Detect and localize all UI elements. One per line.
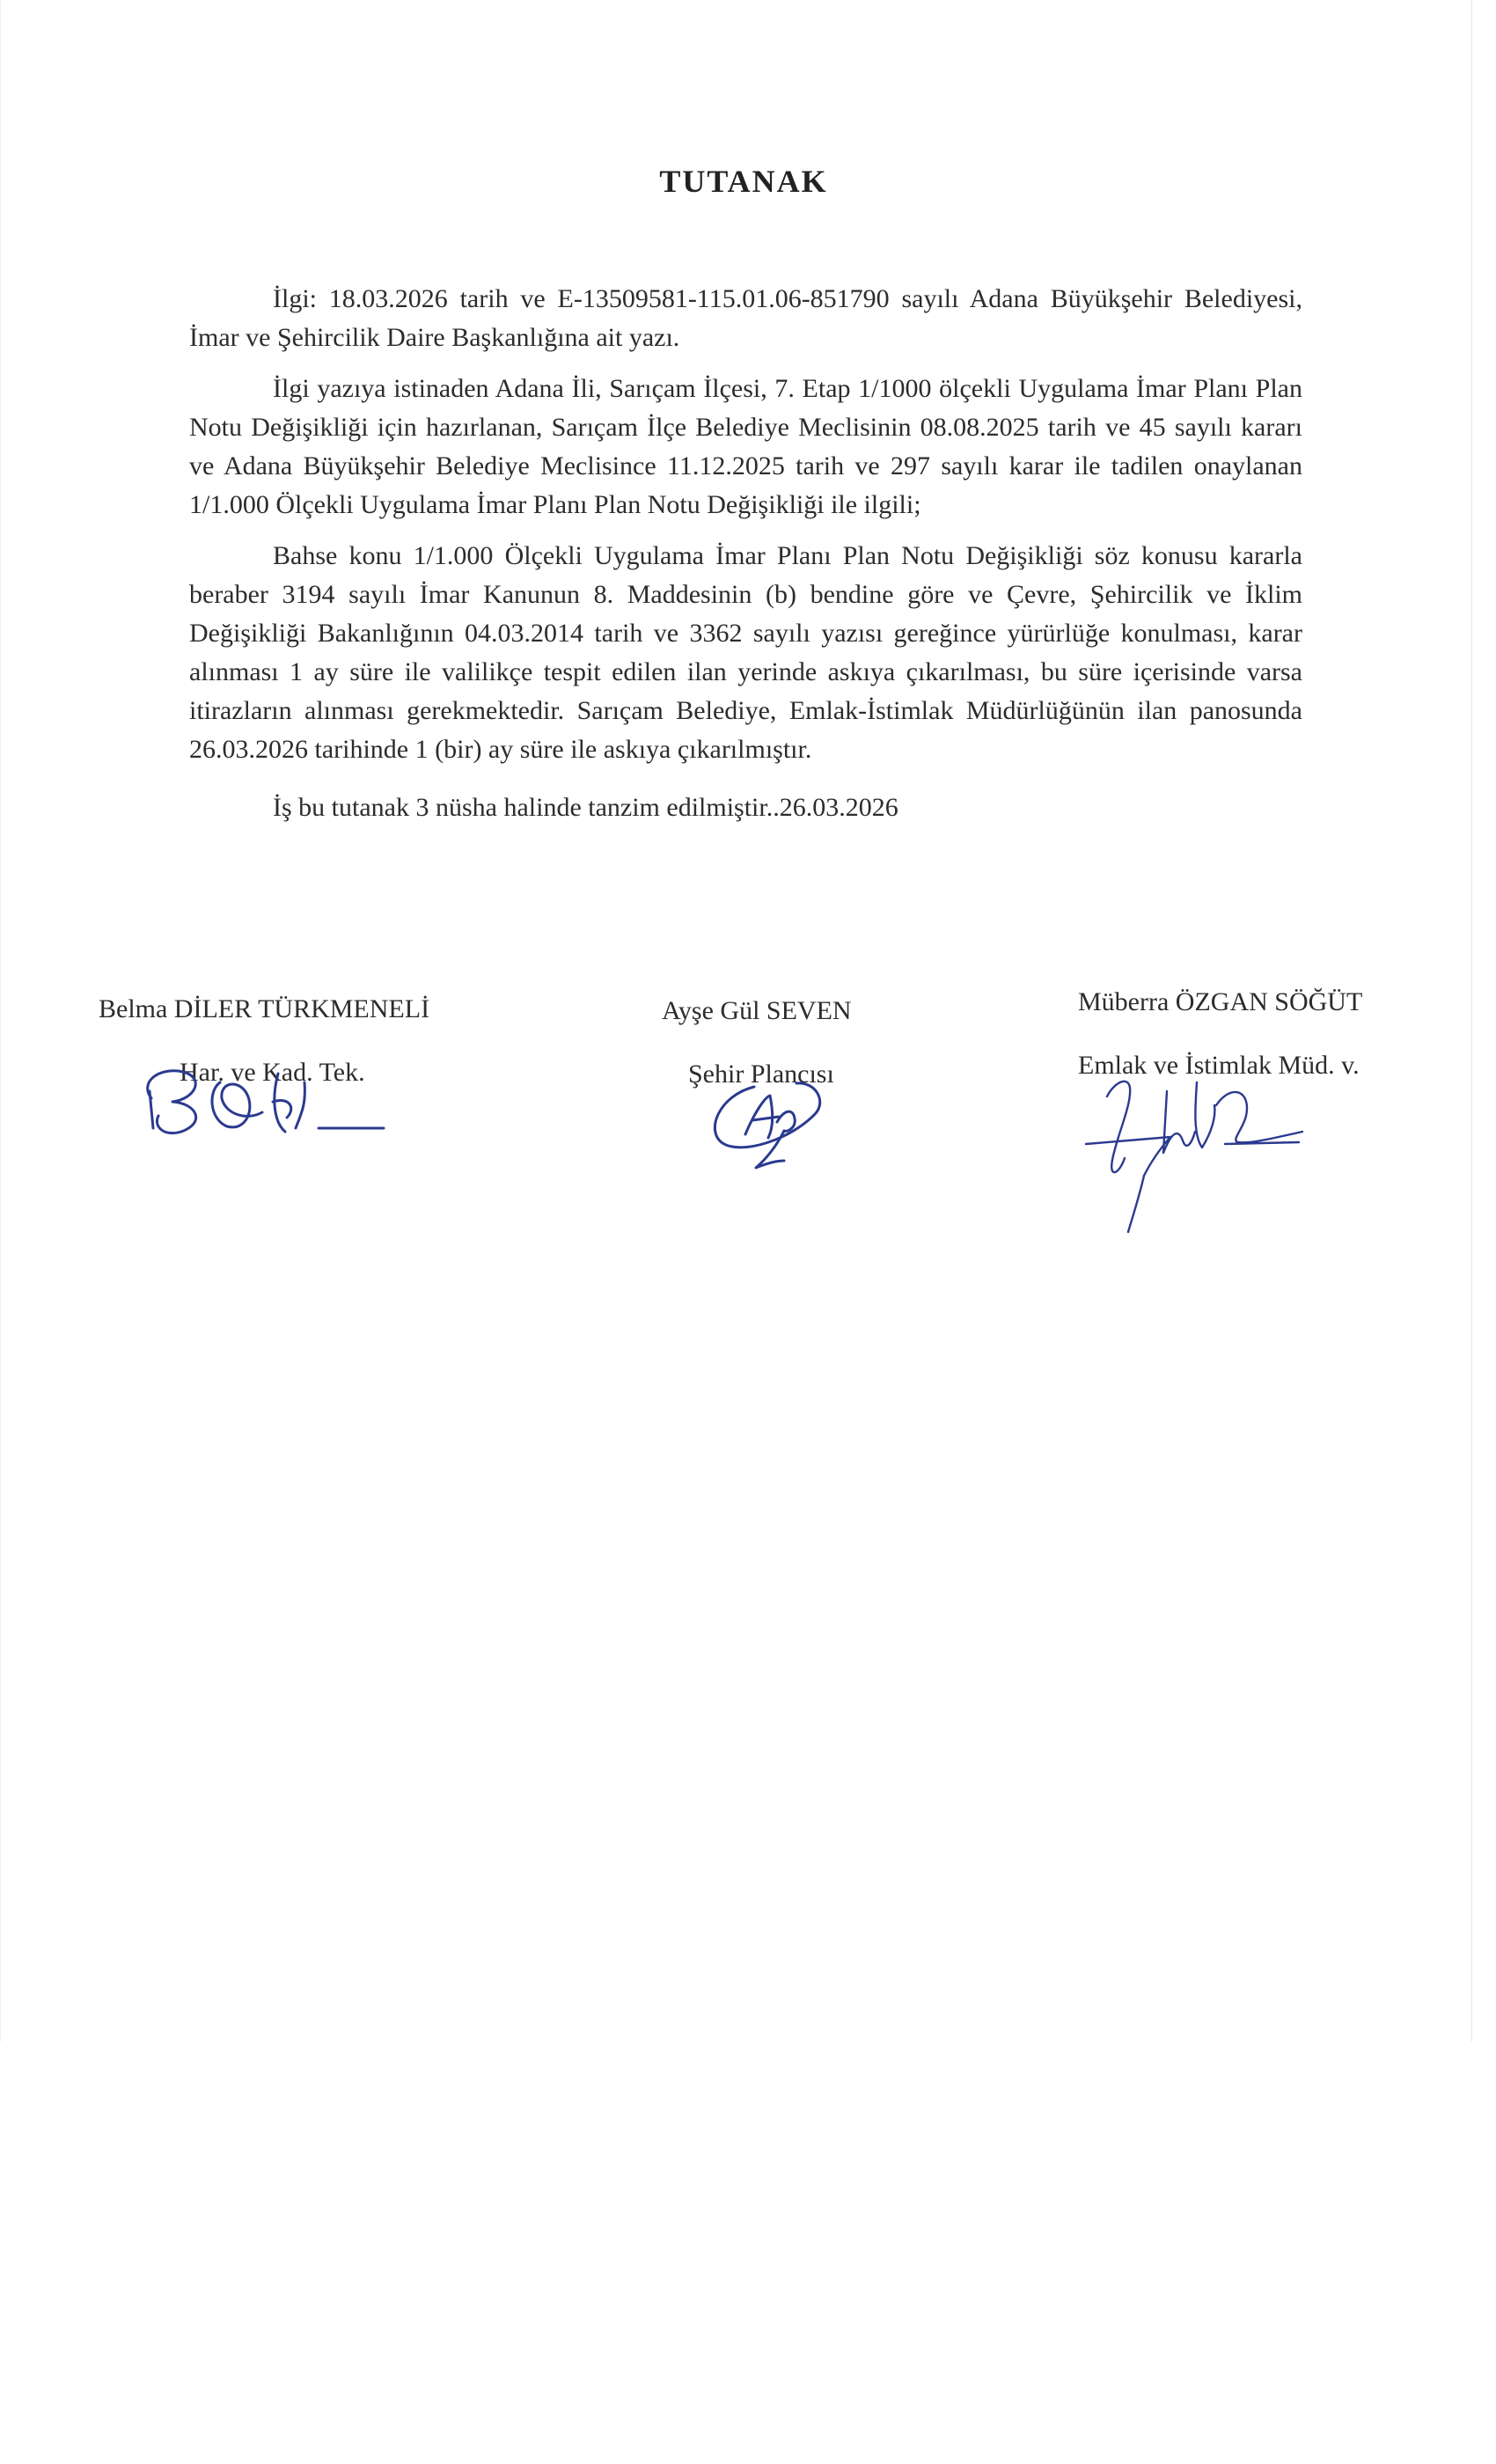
page-right-edge [1471, 0, 1472, 2042]
reference-paragraph: İlgi: 18.03.2026 tarih ve E-13509581-115.01.06-851790 sayılı Adana Büyükşehir Belediyesi, İmar ve Şehircilik Daire Başkanlığına ait yazı. [189, 284, 1302, 352]
signatory-block-1 [99, 990, 429, 1092]
document-body [189, 280, 1302, 840]
signatory-block-3 [1078, 983, 1362, 1085]
signatory-name: Ayşe Gül SEVEN [662, 996, 852, 1025]
signatory-name: Müberra ÖZGAN SÖĞÜT [1078, 987, 1363, 1016]
signatory-name: Belma DİLER TÜRKMENELİ [99, 994, 430, 1023]
signatory-title: Emlak ve İstimlak Müd. v. [1078, 1051, 1360, 1080]
page-left-edge [0, 0, 1, 2042]
signatory-title: Har. ve Kad. Tek. [180, 1058, 365, 1087]
signatory-block-2 [662, 992, 852, 1094]
document-title: TUTANAK [659, 164, 828, 199]
closing-paragraph: İş bu tutanak 3 nüsha halinde tanzim edilmiştir..26.03.2026 [273, 793, 898, 822]
context-paragraph: İlgi yazıya istinaden Adana İli, Sarıçam İlçesi, 7. Etap 1/1000 ölçekli Uygulama İmar Planı Plan Notu Değişikliği için hazırlanan, Sarıçam İlçe Belediye Meclisinin 08.08.2025 tarih ve 45 sayılı kararı ve Adana Büyükşehir Belediye Meclisince 11.12.2025 tarih ve 297 sayılı karar ile tadilen onaylanan 1/1.000 Ölçekli Uygulama İmar Planı Plan Notu Değişikliği ile ilgili; [189, 374, 1302, 519]
signatory-title: Şehir Plancısı [688, 1060, 834, 1089]
decision-paragraph: Bahse konu 1/1.000 Ölçekli Uygulama İmar Planı Plan Notu Değişikliği söz konusu kararla beraber 3194 sayılı İmar Kanunun 8. Maddesinin (b) bendine göre ve Çevre, Şehircilik ve İklim Değişikliği Bakanlığının 04.03.2014 tarih ve 3362 sayılı yazısı gereğince yürürlüğe konulması, karar alınması 1 ay süre ile valilikçe tespit edilen ilan yerinde askıya çıkarılması, bu süre içerisinde varsa itirazların alınması gerekmektedir. Sarıçam Belediye, Emlak-İstimlak Müdürlüğünün ilan panosunda 26.03.2026 tarihinde 1 (bir) ay süre ile askıya çıkarılmıştır. [189, 541, 1302, 764]
